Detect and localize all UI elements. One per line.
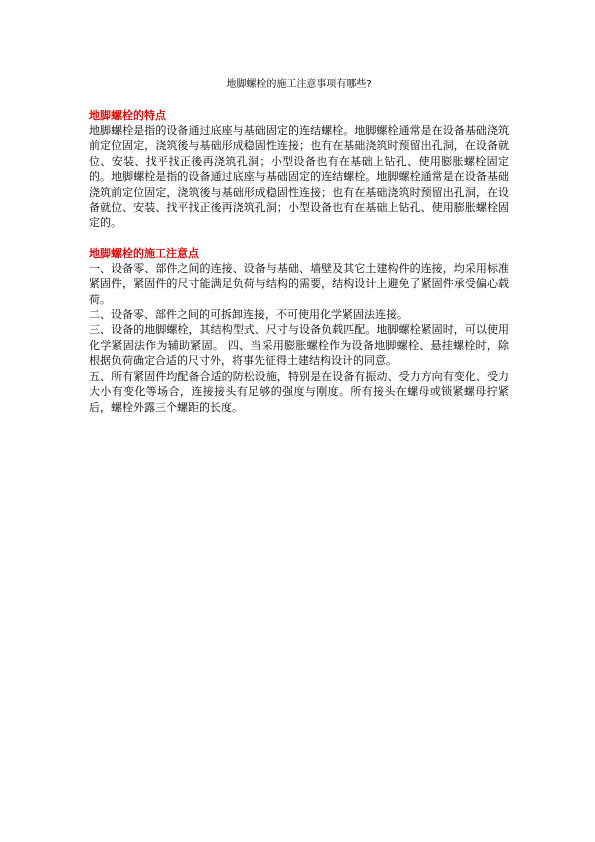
section-precautions [89,246,509,415]
paragraph: 五、所有紧固件均配备合适的防松设施，特别是在设备有振动、受力方向有变化、受力大小有变化等场合，连接接头有足够的强度与刚度。所有接头在螺母或锁紧螺母拧紧后，螺栓外露三个螺距的长度。 [89,369,509,414]
section-heading-features: 地脚螺栓的特点 [89,109,166,122]
section-features [89,108,509,231]
paragraph: 地脚螺栓是指的设备通过底座与基础固定的连结螺栓。地脚螺栓通常是在设备基础浇筑前定位固定，浇筑後与基础形成稳固性连接；也有在基础浇筑时预留出孔洞，在设备就位、安装、找平找正後再浇筑孔洞；小型设备也有在基础上钻孔、使用膨胀螺栓固定的。地脚螺栓是指的设备通过底座与基础固定的连结螺栓。地脚螺栓通常是在设备基础浇筑前定位固定，浇筑後与基础形成稳固性连接；也有在基础浇筑时预留出孔洞，在设备就位、安装、找平找正後再浇筑孔洞；小型设备也有在基础上钻孔、使用膨胀螺栓固定的。 [89,124,509,230]
paragraph: 三、设备的地脚螺栓，其结构型式、尺寸与设备负载匹配。地脚螺栓紧固时，可以使用化学紧固法作为辅助紧固。 四、当采用膨胀螺栓作为设备地脚螺栓、悬挂螺栓时，除根据负荷确定合适的尺寸外，将事先征得土建结构设计的同意。 [89,323,509,368]
section-heading-precautions: 地脚螺栓的施工注意点 [89,246,199,260]
document-page [89,78,509,430]
paragraph: 二、设备零、部件之间的可拆卸连接，不可使用化学紧固法连接。 [89,308,408,322]
document-title: 地脚螺栓的施工注意事项有哪些? [226,79,372,90]
paragraph: 一、设备零、部件之间的连接、设备与基础、墙壁及其它土建构件的连接，均采用标准紧固件，紧固件的尺寸能满足负荷与结构的需要，结构设计上避免了紧固件承受偏心载荷。 [89,261,509,306]
